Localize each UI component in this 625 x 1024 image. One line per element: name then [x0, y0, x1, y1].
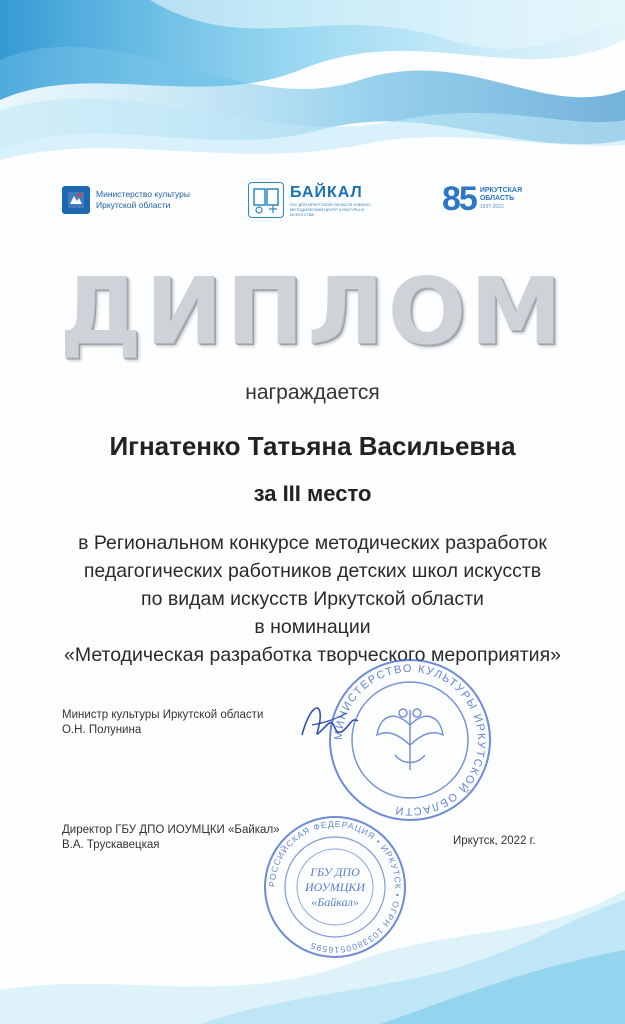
description-line: в Региональном конкурсе методических разработок [78, 532, 547, 554]
description-line: по видам искусств Иркутской области [141, 588, 484, 610]
region-anniversary-logo [442, 182, 522, 216]
baikal-subtitle: ГБУ ДПО ИРКУТСКОЙ ОБЛАСТИ УЧЕБНО-МЕТОДИЧЕСКИЙ ЦЕНТР КУЛЬТУРЫ И ИСКУССТВА [290, 201, 372, 217]
eagle-emblem-icon [377, 709, 443, 770]
baikal-stamp [260, 812, 410, 962]
director-name: В.А. Трускавецкая [62, 839, 160, 851]
logos-row [0, 178, 625, 228]
description-line: педагогических работников детских школ искусств [83, 560, 542, 582]
region-line1: ИРКУТСКАЯ [479, 187, 523, 194]
place-date: Иркутск, 2022 г. [453, 835, 536, 847]
baikal-stamp-ring-text: РОССИЙСКАЯ ФЕДЕРАЦИЯ • ИРКУТСК • ОГРН 1033800516595 [266, 818, 404, 956]
baikal-stamp-line2: ИОУМЦКИ [304, 880, 366, 894]
ministry-name-line2: Иркутской области [96, 200, 171, 210]
minister-signature [292, 695, 362, 750]
baikal-logo [248, 182, 376, 218]
anniversary-number: 85 [442, 180, 476, 218]
minister-name: О.Н. Полунина [62, 724, 142, 736]
minister-position: Министр культуры Иркутской области [62, 709, 264, 721]
ministry-stamp-ring-text: МИНИСТЕРСТВО КУЛЬТУРЫ ИРКУТСКОЙ ОБЛАСТИ [332, 662, 488, 818]
region-line2: ОБЛАСТЬ [479, 195, 515, 202]
nomination-title: «Методическая разработка творческого мероприятия» [64, 644, 561, 666]
top-wave-decoration [0, 0, 625, 170]
baikal-emblem-icon [248, 182, 284, 218]
ministry-logo [62, 186, 190, 214]
minister-signature-block [62, 708, 263, 738]
region-emblem-icon [62, 186, 90, 214]
recipient-name: Игнатенко Татьяна Васильевна [109, 431, 516, 461]
description-line: в номинации [254, 616, 371, 638]
baikal-stamp-line1: ГБУ ДПО [310, 865, 360, 879]
baikal-stamp-line3: «Байкал» [311, 895, 359, 909]
awarded-label: награждается [245, 381, 380, 404]
ministry-name-line1: Министерство культуры [96, 189, 191, 199]
award-place: за III место [253, 481, 372, 506]
diploma-title: ДИПЛОМ [59, 258, 566, 365]
director-signature-block [62, 823, 280, 853]
region-years: 1937-2022 [479, 204, 504, 210]
director-position: Директор ГБУ ДПО ИОУМЦКИ «Байкал» [62, 824, 280, 836]
baikal-title: БАЙКАЛ [290, 183, 363, 201]
